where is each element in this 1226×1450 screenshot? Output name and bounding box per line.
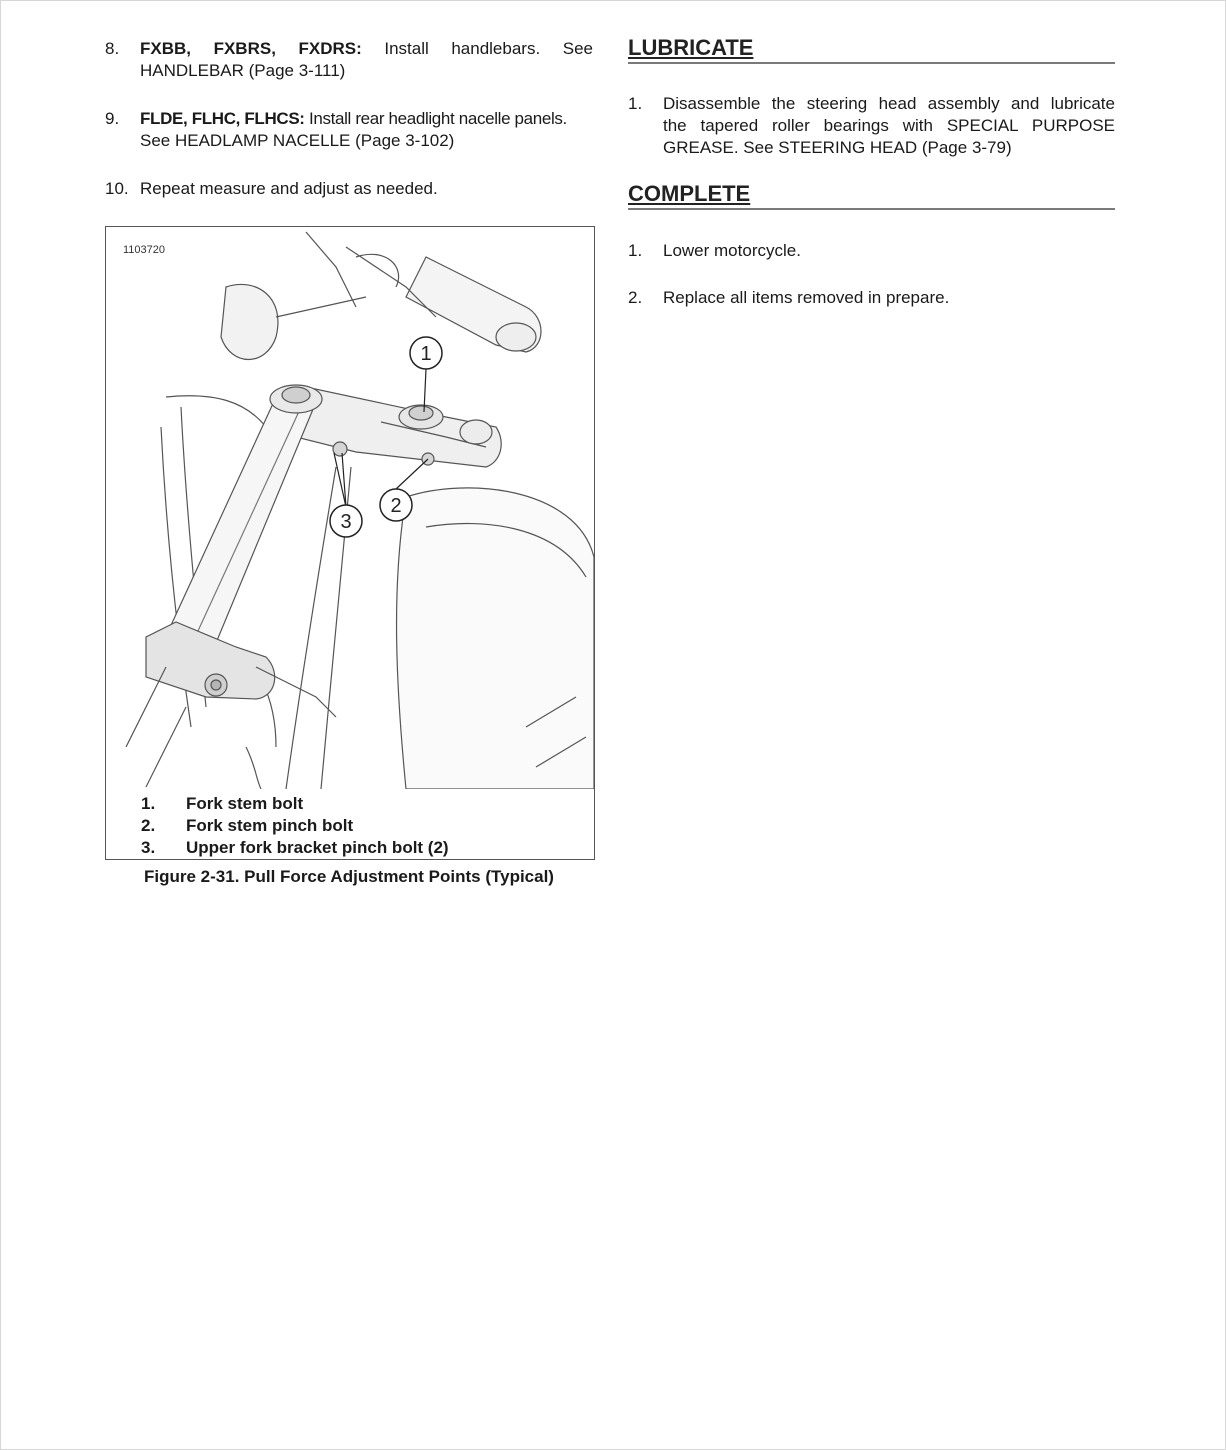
legend-label: Fork stem bolt (186, 794, 304, 813)
callout-1-label: 1 (420, 343, 432, 365)
figure (105, 226, 595, 860)
step-text: Repeat measure and adjust as needed. (140, 179, 438, 198)
heading-text: COMPLETE (628, 181, 751, 206)
step-number: 10. (105, 179, 129, 198)
step-line: Disassemble the steering head assembly and lubricate (663, 94, 1115, 113)
figure-caption: Figure 2-31. Pull Force Adjustment Points (Typical) (144, 867, 554, 886)
step-text: Install rear headlight nacelle panels. (309, 109, 567, 128)
legend-label: Upper fork bracket pinch bolt (2) (186, 838, 449, 857)
step-text: Install handlebars. See (384, 39, 593, 58)
legend-label: Fork stem pinch bolt (186, 816, 354, 835)
figure-id: 1103720 (123, 244, 166, 256)
step-reference: HANDLEBAR (Page 3-111) (140, 61, 346, 80)
step-text: Lower motorcycle. (663, 241, 801, 260)
legend-number: 2. (141, 816, 156, 835)
section-heading-complete (628, 182, 1115, 210)
fork-assembly-illustration (106, 227, 594, 789)
step-text: Replace all items removed in prepare. (663, 288, 950, 307)
step-9-line-1 (140, 108, 593, 130)
step-line: GREASE. See STEERING HEAD (Page 3-79) (663, 138, 1012, 157)
step-number: 8. (105, 39, 120, 58)
section-heading-lubricate (628, 36, 1115, 64)
step-number: 1. (628, 94, 643, 113)
heading-text: LUBRICATE (628, 35, 754, 60)
step-number: 2. (628, 288, 643, 307)
step-8-line-1 (140, 38, 593, 60)
step-number: 1. (628, 241, 643, 260)
step-reference: See HEADLAMP NACELLE (Page 3-102) (140, 131, 455, 150)
legend-number: 3. (141, 838, 156, 857)
step-number: 9. (105, 109, 120, 128)
model-codes: FXBB, FXBRS, FXDRS: (140, 39, 362, 58)
callout-3-label: 3 (340, 511, 352, 533)
callout-2-label: 2 (390, 495, 402, 517)
step-line: the tapered roller bearings with SPECIAL PURPOSE (663, 116, 1115, 135)
model-codes: FLDE, FLHC, FLHCS: (140, 109, 305, 128)
legend-number: 1. (141, 794, 156, 813)
